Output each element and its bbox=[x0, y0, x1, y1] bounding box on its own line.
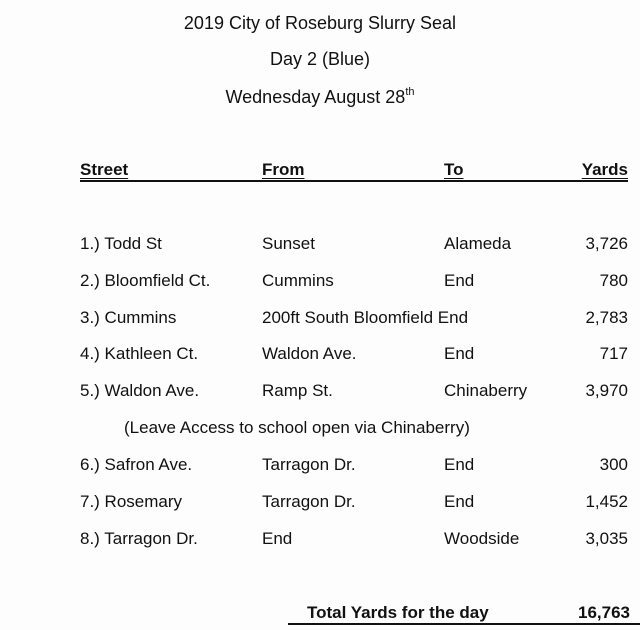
row-6-from: Tarragon Dr. bbox=[262, 455, 356, 474]
access-note: (Leave Access to school open via Chinaberry) bbox=[124, 418, 470, 437]
column-header-yards: Yards bbox=[581, 160, 628, 179]
row-4-street: 4.) Kathleen Ct. bbox=[80, 344, 199, 363]
column-header-street: Street bbox=[80, 160, 129, 179]
row-1-to: Alameda bbox=[444, 234, 512, 253]
row-5-from: Ramp St. bbox=[262, 381, 333, 400]
row-8-to: Woodside bbox=[444, 529, 520, 548]
row-2-from: Cummins bbox=[262, 271, 334, 290]
row-5-street: 5.) Waldon Ave. bbox=[80, 381, 200, 400]
row-1-street: 1.) Todd St bbox=[80, 234, 162, 253]
row-1-yards: 3,726 bbox=[585, 234, 628, 253]
row-8-yards: 3,035 bbox=[585, 529, 628, 548]
row-7-to: End bbox=[444, 492, 475, 511]
row-5-yards: 3,970 bbox=[585, 381, 628, 400]
date-suffix: th bbox=[405, 86, 415, 98]
total-rule bbox=[288, 623, 640, 625]
row-5-to: Chinaberry bbox=[444, 381, 528, 400]
row-7-from: Tarragon Dr. bbox=[262, 492, 356, 511]
document-title: 2019 City of Roseburg Slurry Seal bbox=[183, 13, 457, 33]
row-7-yards: 1,452 bbox=[585, 492, 628, 511]
row-4-from: Waldon Ave. bbox=[262, 344, 357, 363]
row-2-street: 2.) Bloomfield Ct. bbox=[80, 271, 211, 290]
total-value: 16,763 bbox=[578, 603, 630, 622]
row-1-from: Sunset bbox=[262, 234, 315, 253]
row-6-to: End bbox=[444, 455, 475, 474]
row-6-yards: 300 bbox=[599, 455, 628, 474]
column-header-to: To bbox=[444, 160, 464, 179]
row-7-street: 7.) Rosemary bbox=[80, 492, 183, 511]
total-label: Total Yards for the day bbox=[307, 603, 489, 622]
header-rule bbox=[80, 180, 628, 182]
column-header-from: From bbox=[262, 160, 305, 179]
row-3-yards: 2,783 bbox=[585, 308, 628, 327]
date-text: Wednesday August 28 bbox=[225, 87, 406, 107]
row-3-street: 3.) Cummins bbox=[80, 308, 177, 327]
row-3-from: 200ft South Bloomfield End bbox=[262, 308, 469, 327]
document-date bbox=[0, 86, 640, 108]
row-4-to: End bbox=[444, 344, 475, 363]
document-subtitle: Day 2 (Blue) bbox=[269, 49, 371, 69]
row-8-street: 8.) Tarragon Dr. bbox=[80, 529, 198, 548]
row-8-from: End bbox=[262, 529, 293, 548]
row-6-street: 6.) Safron Ave. bbox=[80, 455, 193, 474]
row-2-yards: 780 bbox=[599, 271, 628, 290]
row-2-to: End bbox=[444, 271, 475, 290]
row-4-yards: 717 bbox=[599, 344, 628, 363]
